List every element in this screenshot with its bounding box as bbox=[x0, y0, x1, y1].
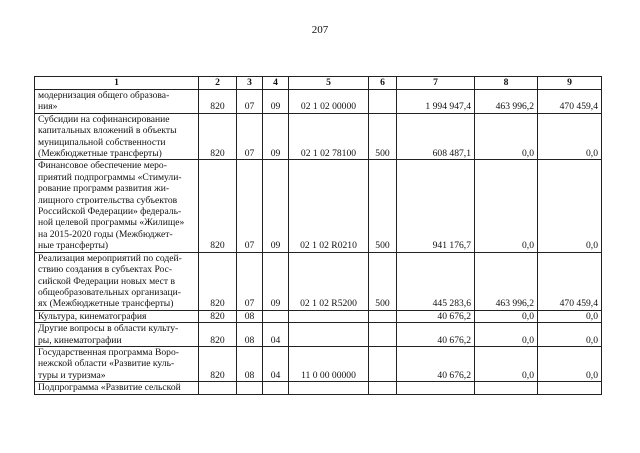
cell-ministry bbox=[199, 382, 237, 394]
row-name: Другие вопросы в области культу- ры, кинематографии bbox=[35, 323, 199, 347]
table-row bbox=[35, 90, 602, 114]
cell-amount-3: 0,0 bbox=[538, 323, 602, 347]
cell-ministry: 820 bbox=[199, 160, 237, 252]
cell-amount-2: 0,0 bbox=[475, 113, 538, 160]
table-row bbox=[35, 310, 602, 322]
column-header: 1 bbox=[35, 77, 199, 90]
cell-subsection: 09 bbox=[263, 113, 289, 160]
cell-target-article bbox=[289, 382, 369, 394]
cell-amount-2 bbox=[475, 382, 538, 394]
cell-ministry: 820 bbox=[199, 113, 237, 160]
cell-amount-3: 0,0 bbox=[538, 346, 602, 381]
cell-subsection: 04 bbox=[263, 346, 289, 381]
cell-ministry: 820 bbox=[199, 310, 237, 322]
cell-amount-1: 445 283,6 bbox=[397, 252, 475, 310]
cell-amount-2: 0,0 bbox=[475, 346, 538, 381]
cell-subsection: 09 bbox=[263, 90, 289, 114]
row-name: Подпрограмма «Развитие сельской bbox=[35, 382, 199, 394]
row-name: Культура, кинематография bbox=[35, 310, 199, 322]
cell-amount-3: 0,0 bbox=[538, 160, 602, 252]
cell-amount-2: 463 996,2 bbox=[475, 90, 538, 114]
table-row bbox=[35, 346, 602, 381]
cell-ministry: 820 bbox=[199, 323, 237, 347]
cell-section: 07 bbox=[237, 160, 263, 252]
row-name: Реализация мероприятий по содей- ствию создания в субъектах Рос- сийской Федерации новых мест в общеобразовательных организаци- ях (Межбюджетные трансферты) bbox=[35, 252, 199, 310]
table-row bbox=[35, 113, 602, 160]
cell-section: 07 bbox=[237, 113, 263, 160]
cell-target-article: 02 1 02 R5200 bbox=[289, 252, 369, 310]
cell-expense-type bbox=[369, 323, 397, 347]
cell-amount-2: 0,0 bbox=[475, 323, 538, 347]
cell-amount-1 bbox=[397, 382, 475, 394]
cell-amount-1: 1 994 947,4 bbox=[397, 90, 475, 114]
cell-amount-3: 0,0 bbox=[538, 113, 602, 160]
column-header: 9 bbox=[538, 77, 602, 90]
cell-target-article bbox=[289, 323, 369, 347]
table-row bbox=[35, 323, 602, 347]
cell-amount-1: 608 487,1 bbox=[397, 113, 475, 160]
cell-expense-type bbox=[369, 310, 397, 322]
column-header: 4 bbox=[263, 77, 289, 90]
row-name: Субсидии на софинансирование капитальных вложений в объекты муниципальной собственности (Межбюджетные трансферты) bbox=[35, 113, 199, 160]
cell-amount-2: 0,0 bbox=[475, 160, 538, 252]
column-header: 3 bbox=[237, 77, 263, 90]
cell-expense-type: 500 bbox=[369, 252, 397, 310]
cell-section: 07 bbox=[237, 252, 263, 310]
cell-section: 08 bbox=[237, 323, 263, 347]
cell-amount-2: 463 996,2 bbox=[475, 252, 538, 310]
cell-section: 08 bbox=[237, 346, 263, 381]
cell-amount-3 bbox=[538, 382, 602, 394]
cell-expense-type bbox=[369, 346, 397, 381]
cell-ministry: 820 bbox=[199, 90, 237, 114]
cell-ministry: 820 bbox=[199, 346, 237, 381]
cell-target-article bbox=[289, 310, 369, 322]
table-header-row bbox=[35, 77, 602, 90]
cell-amount-3: 470 459,4 bbox=[538, 252, 602, 310]
cell-amount-3: 470 459,4 bbox=[538, 90, 602, 114]
cell-amount-1: 941 176,7 bbox=[397, 160, 475, 252]
cell-target-article: 02 1 02 78100 bbox=[289, 113, 369, 160]
table-row bbox=[35, 160, 602, 252]
row-name: модернизация общего образова- ния» bbox=[35, 90, 199, 114]
row-name: Государственная программа Воро- нежской области «Развитие куль- туры и туризма» bbox=[35, 346, 199, 381]
table-row bbox=[35, 382, 602, 394]
column-header: 2 bbox=[199, 77, 237, 90]
cell-ministry: 820 bbox=[199, 252, 237, 310]
cell-subsection: 09 bbox=[263, 160, 289, 252]
cell-target-article: 02 1 02 00000 bbox=[289, 90, 369, 114]
cell-subsection bbox=[263, 382, 289, 394]
cell-section: 08 bbox=[237, 310, 263, 322]
page-number: 207 bbox=[311, 24, 329, 36]
column-header: 5 bbox=[289, 77, 369, 90]
column-header: 7 bbox=[397, 77, 475, 90]
column-header: 8 bbox=[475, 77, 538, 90]
cell-amount-2: 0,0 bbox=[475, 310, 538, 322]
cell-subsection: 04 bbox=[263, 323, 289, 347]
table-row bbox=[35, 252, 602, 310]
cell-section: 07 bbox=[237, 90, 263, 114]
cell-target-article: 02 1 02 R0210 bbox=[289, 160, 369, 252]
cell-amount-1: 40 676,2 bbox=[397, 346, 475, 381]
cell-amount-1: 40 676,2 bbox=[397, 310, 475, 322]
cell-amount-1: 40 676,2 bbox=[397, 323, 475, 347]
row-name: Финансовое обеспечение меро- приятий подпрограммы «Стимули- рование программ развития жи- лищного строительства субъектов Российской Федерации» федераль- ной целевой программы «Жилище» на 2015-2020 годы (Межбюджет- ные трансферты) bbox=[35, 160, 199, 252]
cell-expense-type: 500 bbox=[369, 160, 397, 252]
cell-subsection: 09 bbox=[263, 252, 289, 310]
budget-table bbox=[34, 76, 602, 395]
cell-expense-type bbox=[369, 90, 397, 114]
cell-amount-3: 0,0 bbox=[538, 310, 602, 322]
cell-expense-type: 500 bbox=[369, 113, 397, 160]
column-header: 6 bbox=[369, 77, 397, 90]
cell-expense-type bbox=[369, 382, 397, 394]
cell-section bbox=[237, 382, 263, 394]
cell-subsection bbox=[263, 310, 289, 322]
cell-target-article: 11 0 00 00000 bbox=[289, 346, 369, 381]
